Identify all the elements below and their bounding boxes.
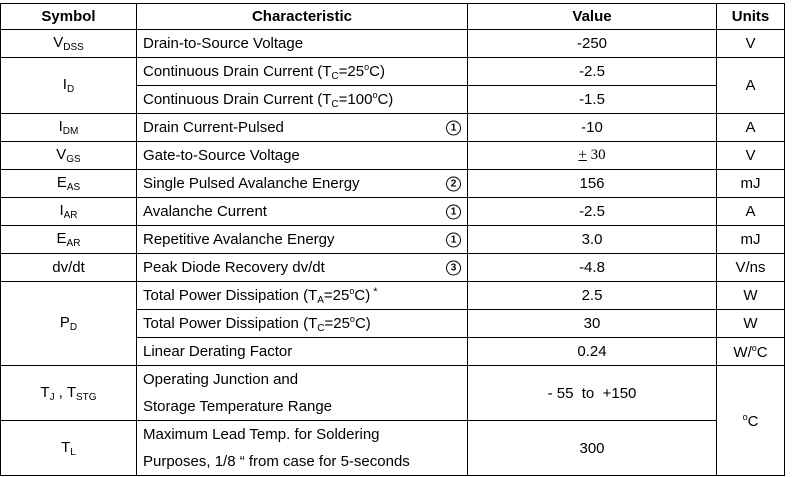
value-cell: 30 bbox=[468, 310, 717, 338]
unit-cell: A bbox=[717, 198, 785, 226]
table-row bbox=[1, 366, 785, 421]
table-row bbox=[1, 282, 785, 310]
unit-cell: mJ bbox=[717, 170, 785, 198]
symbol-cell: $I_D$ bbox=[1, 58, 137, 114]
value-cell: -250 bbox=[468, 30, 717, 58]
unit-cell: A bbox=[717, 58, 785, 114]
symbol-cell: $V_{GS}$ bbox=[1, 142, 137, 170]
table-row bbox=[1, 198, 785, 226]
unit-cell: $^o$C bbox=[717, 366, 785, 476]
value-cell: -10 bbox=[468, 114, 717, 142]
symbol-cell: dv/dt bbox=[1, 254, 137, 282]
value-cell: 300 bbox=[468, 421, 717, 476]
value-cell: + 30 bbox=[468, 142, 717, 170]
table-row bbox=[1, 421, 785, 476]
characteristic-cell: Repetitive Avalanche Energy 1 bbox=[137, 226, 468, 254]
value-cell: -1.5 bbox=[468, 86, 717, 114]
value-cell: -2.5 bbox=[468, 58, 717, 86]
header-symbol: Symbol bbox=[1, 4, 137, 30]
characteristic-cell: Total Power Dissipation $(T_C=25^oC)$ bbox=[137, 310, 468, 338]
symbol-cell: $E_{AR}$ bbox=[1, 226, 137, 254]
value-cell: 156 bbox=[468, 170, 717, 198]
table-row bbox=[1, 170, 785, 198]
table-header-row bbox=[1, 4, 785, 30]
value-cell: - 55 to +150 bbox=[468, 366, 717, 421]
symbol-cell: $T_J$ , $T_{STG}$ bbox=[1, 366, 137, 421]
characteristic-cell: Drain-to-Source Voltage bbox=[137, 30, 468, 58]
asterisk-marker: * bbox=[373, 285, 378, 298]
characteristic-cell: Drain Current-Pulsed 1 bbox=[137, 114, 468, 142]
characteristic-cell: Maximum Lead Temp. for Soldering Purposes, 1/8 “ from case for 5-seconds bbox=[137, 421, 468, 476]
unit-cell: V bbox=[717, 142, 785, 170]
characteristic-cell: Single Pulsed Avalanche Energy 2 bbox=[137, 170, 468, 198]
characteristic-cell: Avalanche Current 1 bbox=[137, 198, 468, 226]
unit-cell: mJ bbox=[717, 226, 785, 254]
characteristic-cell: Continuous Drain Current $(T_C=100^oC)$ bbox=[137, 86, 468, 114]
unit-cell: W bbox=[717, 282, 785, 310]
symbol-cell: $E_{AS}$ bbox=[1, 170, 137, 198]
symbol-cell: $T_L$ bbox=[1, 421, 137, 476]
header-value: Value bbox=[468, 4, 717, 30]
plus-minus-sign: + bbox=[578, 147, 587, 163]
footnote-marker: 1 bbox=[446, 204, 461, 219]
footnote-marker: 3 bbox=[446, 260, 461, 275]
characteristic-cell: Peak Diode Recovery dv/dt 3 bbox=[137, 254, 468, 282]
value-cell: 2.5 bbox=[468, 282, 717, 310]
table-row bbox=[1, 58, 785, 86]
unit-cell: W/$^o$C bbox=[717, 338, 785, 366]
symbol-cell: $I_{DM}$ bbox=[1, 114, 137, 142]
footnote-marker: 1 bbox=[446, 232, 461, 247]
value-cell: 0.24 bbox=[468, 338, 717, 366]
characteristic-cell: Linear Derating Factor bbox=[137, 338, 468, 366]
symbol-cell: $I_{AR}$ bbox=[1, 198, 137, 226]
characteristic-cell: Continuous Drain Current $(T_C=25^oC)$ bbox=[137, 58, 468, 86]
table-row bbox=[1, 226, 785, 254]
characteristic-cell: Operating Junction and Storage Temperature Range bbox=[137, 366, 468, 421]
characteristic-cell: Gate-to-Source Voltage bbox=[137, 142, 468, 170]
unit-cell: V bbox=[717, 30, 785, 58]
unit-cell: A bbox=[717, 114, 785, 142]
symbol-cell: $V_{DSS}$ bbox=[1, 30, 137, 58]
value-cell: 3.0 bbox=[468, 226, 717, 254]
header-characteristic: Characteristic bbox=[137, 4, 468, 30]
footnote-marker: 2 bbox=[446, 176, 461, 191]
table-row bbox=[1, 142, 785, 170]
absolute-maximum-ratings-table bbox=[0, 3, 785, 476]
footnote-marker: 1 bbox=[446, 120, 461, 135]
header-units: Units bbox=[717, 4, 785, 30]
table-row bbox=[1, 114, 785, 142]
symbol-cell: $P_D$ bbox=[1, 282, 137, 366]
table-row bbox=[1, 254, 785, 282]
value-cell: -2.5 bbox=[468, 198, 717, 226]
unit-cell: V/ns bbox=[717, 254, 785, 282]
table-row bbox=[1, 30, 785, 58]
characteristic-cell: Total Power Dissipation $(T_A=25^oC)$ * bbox=[137, 282, 468, 310]
unit-cell: W bbox=[717, 310, 785, 338]
value-cell: -4.8 bbox=[468, 254, 717, 282]
